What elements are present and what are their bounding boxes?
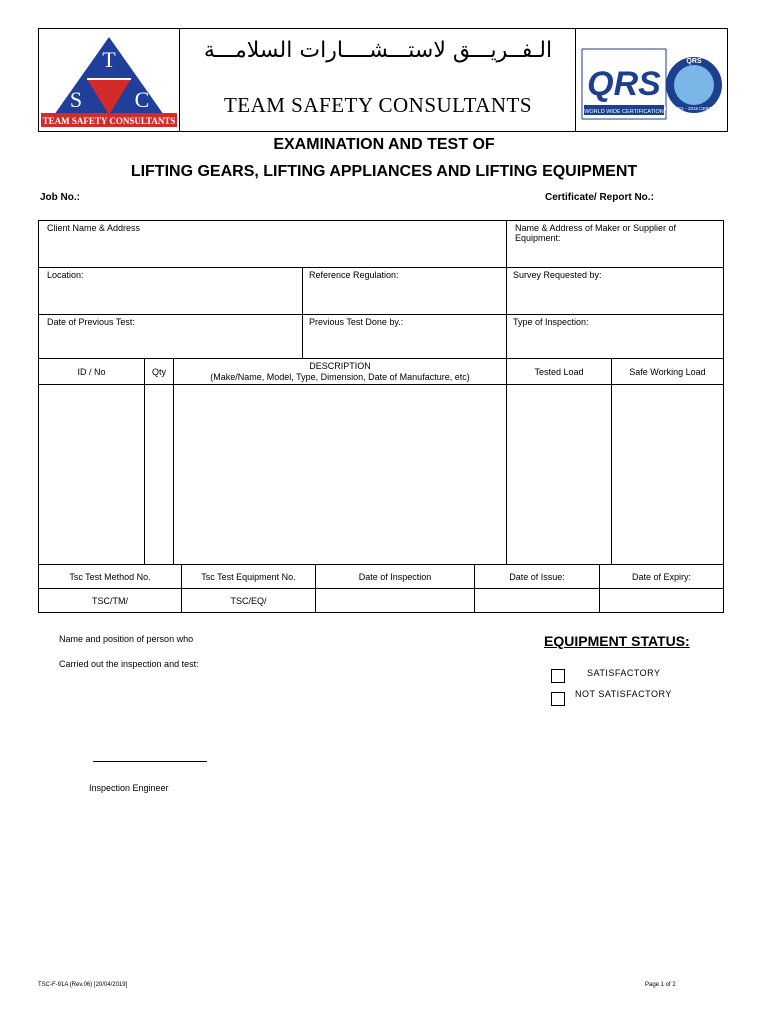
tested-load-header-label: Tested Load [534,366,584,377]
maker-supplier-label: Name & Address of Maker or Supplier of Equipment: [514,223,677,243]
satisfactory-checkbox[interactable] [551,669,565,683]
company-name: TEAM SAFETY CONSULTANTS [223,93,533,117]
previous-test-date-cell[interactable] [39,315,303,359]
not-satisfactory-label: NOT SATISFACTORY [575,689,672,699]
previous-test-date-label: Date of Previous Test: [47,317,135,327]
test-method-value-cell[interactable] [39,589,182,613]
tested-load-column-header [507,359,612,385]
maker-supplier-cell[interactable] [506,221,723,268]
test-method-label: Tsc Test Method No. [69,571,151,582]
equipment-items-table [38,358,724,565]
form-title-line-1: EXAMINATION AND TEST OF [273,136,495,153]
logo-letter-s: S [69,87,83,112]
inspection-type-cell[interactable] [506,315,723,359]
safe-working-load-header-label: Safe Working Load [629,366,706,377]
inspector-prompt-line-2: Carried out the inspection and test: [59,659,199,669]
signature-line[interactable] [93,761,207,762]
test-details-table [38,564,724,613]
survey-requested-by-cell[interactable] [506,268,723,315]
reference-regulation-cell[interactable] [303,268,507,315]
page-number: Page 1 of 2 [645,982,676,988]
letterhead [38,28,728,132]
client-info-table [38,220,724,359]
description-column-header [174,359,507,385]
description-entry-cell[interactable] [174,385,507,565]
tested-load-entry-cell[interactable] [507,385,612,565]
expiry-date-header [600,565,724,589]
expiry-date-value-cell[interactable] [600,589,724,613]
location-cell[interactable] [39,268,303,315]
inspection-date-label: Date of Inspection [358,571,432,582]
tsc-logo [39,29,180,131]
expiry-date-label: Date of Expiry: [631,571,692,582]
test-equipment-value-cell[interactable] [182,589,316,613]
inspection-engineer-label: Inspection Engineer [89,783,169,793]
job-number-label: Job No.: [40,192,80,203]
id-column-header [39,359,145,385]
issue-date-label: Date of Issue: [509,571,565,582]
arabic-company-name: الـفــريـــق لاستـــشــــارات السلامـــة [203,38,553,63]
reference-regulation-label: Reference Regulation: [309,270,399,280]
test-equipment-header [182,565,316,589]
document-reference: TSC-F-91A (Rev.06) [20/04/2019] [38,982,128,988]
form-title-line-2: LIFTING GEARS, LIFTING APPLIANCES AND LIFTING EQUIPMENT [130,163,638,180]
inspection-date-value-cell[interactable] [316,589,475,613]
cert-logo-text: QRS [587,65,661,103]
previous-test-by-label: Previous Test Done by.: [309,317,404,327]
qty-entry-cell[interactable] [145,385,174,565]
inspection-date-header [316,565,475,589]
survey-requested-by-label: Survey Requested by: [512,270,602,280]
qty-column-header [145,359,174,385]
description-header-subtitle: (Make/Name, Model, Type, Dimension, Date of Manufacture, etc) [210,371,470,382]
location-label: Location: [47,270,84,280]
safe-working-load-entry-cell[interactable] [612,385,724,565]
safe-working-load-column-header [612,359,724,385]
cert-seal-caption: ISO 9001 - 2015 CERTIFIED [665,106,723,111]
test-equipment-label: Tsc Test Equipment No. [201,571,296,582]
qty-header-label: Qty [151,366,166,377]
issue-date-value-cell[interactable] [475,589,600,613]
logo-letter-c: C [134,87,150,112]
previous-test-by-cell[interactable] [303,315,507,359]
issue-date-header [475,565,600,589]
id-header-label: ID / No [77,366,106,377]
logo-caption: TEAM SAFETY CONSULTANTS [42,116,176,126]
equipment-status-title: EQUIPMENT STATUS: [544,633,690,649]
logo-letter-t: T [102,47,116,72]
cert-seal-text: QRS [686,58,702,65]
client-name-address-cell[interactable] [39,221,507,268]
test-method-value: TSC/TM/ [92,595,128,606]
table-row [39,385,724,565]
satisfactory-label: SATISFACTORY [587,668,661,678]
test-method-header [39,565,182,589]
certificate-number-label: Certificate/ Report No.: [545,192,654,203]
qrs-certification-logo [575,29,727,131]
table-row [39,589,724,613]
description-header-title: DESCRIPTION [309,360,371,371]
cert-logo-caption: WORLD WIDE CERTIFICATION [584,109,664,115]
inspection-type-label: Type of Inspection: [512,317,589,327]
test-equipment-value: TSC/EQ/ [230,595,267,606]
id-entry-cell[interactable] [39,385,145,565]
inspector-prompt-line-1: Name and position of person who [59,634,194,644]
client-name-address-label: Client Name & Address [47,223,141,233]
not-satisfactory-checkbox[interactable] [551,692,565,706]
